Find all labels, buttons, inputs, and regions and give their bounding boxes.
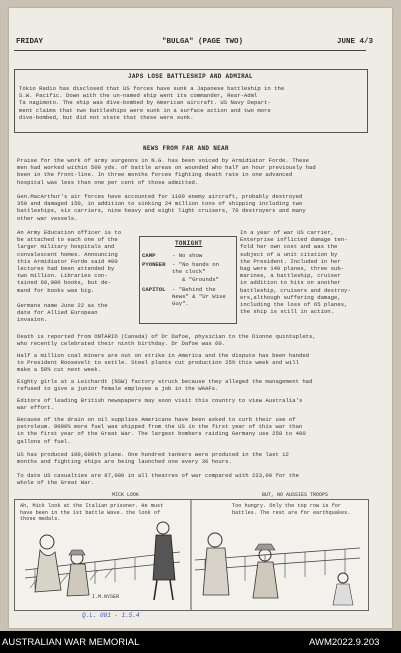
footer-institution: AUSTRALIAN WAR MEMORIAL bbox=[2, 637, 140, 648]
paragraph-factory-strike: Eighty girls at a Leichardt (NSW) factory struck because they alleged the management had refused to give a junior female employee a job in the WAAFs. bbox=[17, 378, 313, 393]
paragraph-dafoe: Death is reported from ONTARIO (Canada) of Dr Dafoe, physician to the Dionne quintuplets, who recently celebrated their ninth birthday. Dr Dafoe was 60. bbox=[17, 333, 316, 348]
paragraph-education: An Army Education officer is to be attached to each one of the larger military hospitals and convalescent homes. Announcing this Armidiator Forde said 400 lectures had been attended by two million. Libraries con- tained 60,000 books, but de- mand for books was big. bbox=[17, 229, 122, 294]
tonight-place-pyoneer: PYONEER bbox=[142, 261, 166, 268]
tonight-show-camp: - No show bbox=[172, 252, 203, 259]
paragraph-surgeons: Praise for the work of army surgeons in N.G. has been voiced by Armidiator Forde. These men had worked within 500 yds. of battle areas on wounded who half an hour previously had been in the front-line. In three months forces fighting death rate in one advanced hospital was less than one per cent of those admitted. bbox=[17, 157, 316, 186]
header-rule bbox=[14, 50, 366, 51]
tonight-place-capitol: CAPITOL bbox=[142, 286, 166, 293]
tonight-show-capitol: - "Behind the News" & "Ur Wise Guy". bbox=[172, 286, 226, 308]
paragraph-editors: Editors of leading British newspapers may soon visit this country to view Australia's war effort. bbox=[17, 397, 303, 412]
tonight-title: TONIGHT bbox=[175, 240, 203, 247]
paragraph-casualties: To date US casualties are 87,000 in all theatres of war compared with 223,00 for the whole of the Great War. bbox=[17, 472, 299, 487]
tonight-show-grounds: & "Grounds" bbox=[182, 276, 219, 283]
footer-accession: AWM2022.9.203 bbox=[309, 637, 380, 648]
header-day: FRIDAY bbox=[16, 38, 44, 46]
news-box-body: Tokio Radio has disclosed that US forces have sunk a Japanese battleship in the S.W. Pacific. Down with the un-named ship went its commander, Rear-Adml Ta nagimoto. The ship was dive-bombed by American aircraft. US Navy Depart- ment claims that two battleships were sunk in a surface action and two more dive-bombed, but did not state that these were sunk. bbox=[19, 85, 285, 121]
header-date: JUNE 4/3 bbox=[337, 38, 374, 46]
paragraph-macarthur: Gen.MacArthur's air forces have accounted for 1100 enemy aircraft, probably destroyed 350 and damaged 150, in addition to sinking 24 million tons of shipping including two battleships, six carriers, nine heavy and eight light cruisers, 70 destroyers and many other war vessels. bbox=[17, 193, 306, 222]
paragraph-invasion: Germans name June 22 as the date for Allied European invasion. bbox=[17, 302, 108, 324]
paragraph-planes: US has produced 100,000th plane. One hundred tankers were produced in the last 12 months and fighting ships are being launched one every 36 hours. bbox=[17, 451, 289, 466]
news-box-headline: JAPS LOSE BATTLESHIP AND ADMIRAL bbox=[128, 73, 253, 80]
tonight-place-camp: CAMP bbox=[142, 252, 156, 259]
cartoon-left-caption: Ah, Mick look at the Italian prisoner. He must have been in the 1st battle Wave. the look of those medals. bbox=[20, 503, 164, 522]
header-title: "BULGA" (PAGE TWO) bbox=[162, 38, 244, 46]
paragraph-oil: Because of the drain on oil supplies Americans have been asked to curb their use of petroleum. 9000% more fuel was shipped from the US in the first year of this war than in the first year of the Great War. The largest bombers raiding Germany use 250 to 400 gallons of fuel. bbox=[17, 416, 306, 445]
section-headline: NEWS FROM FAR AND NEAR bbox=[143, 145, 229, 152]
archive-footer bbox=[0, 631, 401, 653]
cartoon-left-title: MICK LOOK bbox=[112, 492, 140, 498]
paragraph-enterprise: In a year of war US carrier, Enterprise inflicted damage ten- fold her own cost and was the subject of a unit citation by the President. Included in her bag were 140 planes, three sub- marines, a battleship, cruiser in addition to hits on another battleship, cruisers and destroy- ers,although suffering damage, including the loss of 65 planes, the ship is still in action. bbox=[240, 229, 351, 316]
cartoon-right-title: BUT, NO AUSSIES TROOPS bbox=[262, 492, 329, 498]
handwritten-note: Q.L. 001 - 1.5.4 bbox=[82, 612, 140, 619]
cartoon-right-caption: Too hungry. Only the top row is for battles. The rest are for earthquakes. bbox=[232, 503, 351, 516]
paragraph-coal-strike: Half a million coal miners are out on strike in America and the dispute has been handed to President Roosevelt to settle. Steel plants cut production 25% this week and will make a 50% cut next week. bbox=[17, 352, 310, 374]
cartoon-signature: I.M.NYSER bbox=[92, 594, 120, 600]
tonight-show-pyoneer: - "No hands on the clock" bbox=[172, 261, 219, 276]
